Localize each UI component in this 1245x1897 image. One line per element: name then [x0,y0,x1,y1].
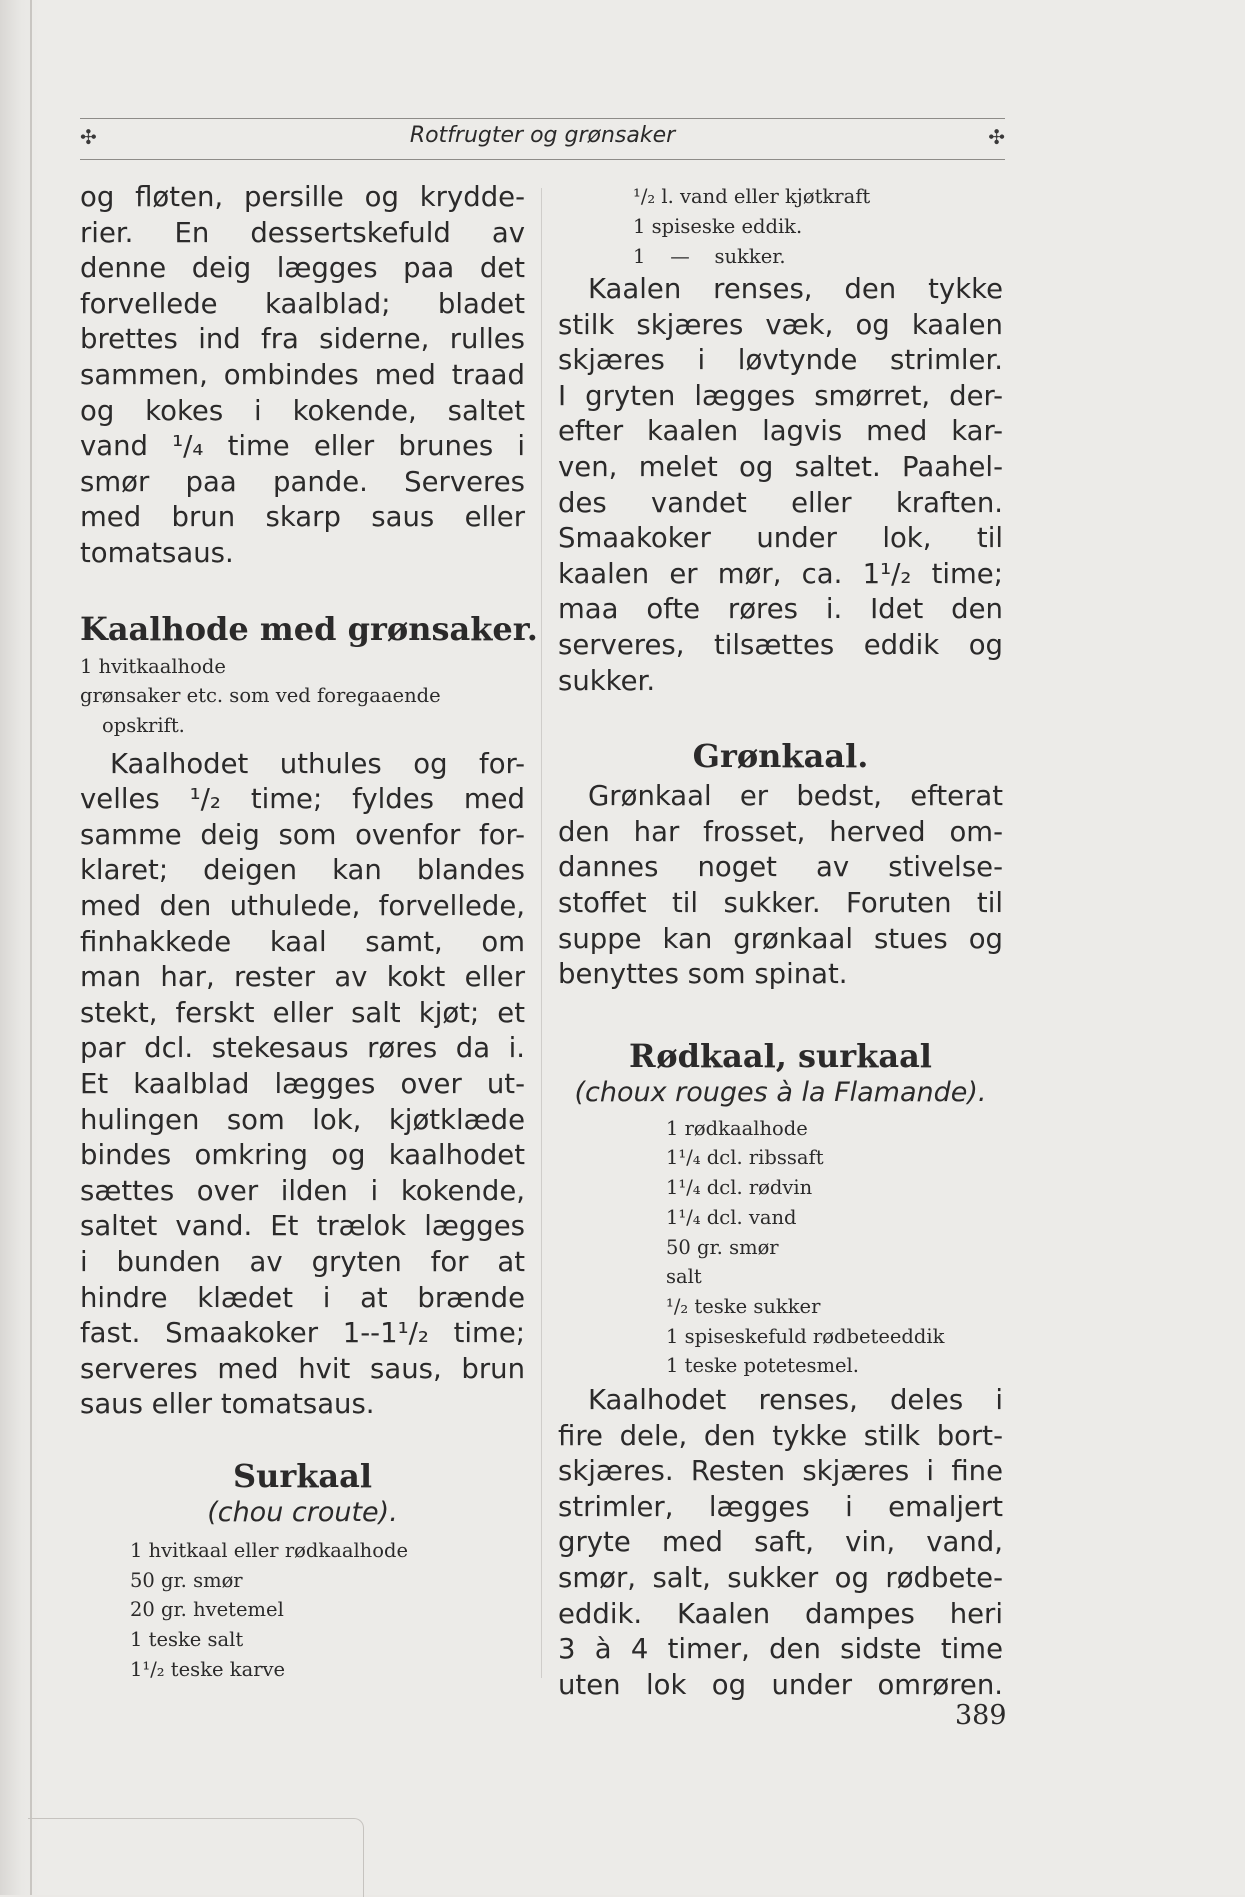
recipe-heading-gronkaal: Grønkaal. [692,737,869,776]
text-line: finhakkede kaal samt, om [80,925,525,958]
text-line: klaret; deigen kan blandes [80,854,525,887]
ingredient-item: grønsaker etc. som ved foregaaende [80,684,441,708]
ingredient-item: 1¹/₂ teske karve [130,1657,286,1681]
ingredient-item: 1 rødkaalhode [666,1116,808,1140]
text-line: den har frosset, herved om- [558,815,1003,848]
binding-mark [28,1818,364,1897]
text-line: serveres med hvit saus, brun [80,1352,525,1385]
text-line: vand ¹/₄ time eller brunes i [80,430,525,463]
ingredient-item: 20 gr. hvetemel [130,1598,284,1622]
text-line: Kaalhodet renses, deles i [588,1384,1003,1417]
text-line: smør, salt, sukker og rødbete- [558,1561,1003,1594]
ingredient-item: 1¹/₄ dcl. rødvin [666,1176,813,1200]
ornament-right-icon: ✣ [988,125,1005,149]
text-line: bindes omkring og kaalhodet [80,1139,525,1172]
text-line: stoffet til sukker. Foruten til [558,886,1003,919]
text-line: I gryten lægges smørret, der- [558,379,1003,412]
ingredient-list-surkaal-cont [558,182,1003,272]
ingredient-item: salt [666,1265,702,1289]
text-line: hulingen som lok, kjøtklæde [80,1103,525,1136]
ingredient-item: ¹/₂ teske sukker [666,1294,821,1318]
ingredient-item: 50 gr. smør [130,1568,243,1592]
text-line: benyttes som spinat. [558,958,848,991]
text-line: med den uthulede, forvellede, [80,890,525,923]
ingredient-item: 1 teske salt [130,1628,244,1652]
text-line: maa ofte røres i. Idet den [558,593,1003,626]
recipe-heading-kaalhode: Kaalhode med grønsaker. [80,609,538,648]
text-line: sammen, ombindes med traad [80,358,525,391]
ingredient-item: 1 spiseske eddik. [633,215,803,238]
text-line: med brun skarp saus eller [80,501,525,534]
text-line: skjæres. Resten skjæres i fine [558,1455,1003,1488]
ingredient-item: 50 gr. smør [666,1235,779,1259]
column-divider [541,188,542,1678]
text-line: dannes noget av stivelse- [558,851,1003,884]
text-line: suppe kan grønkaal stues og [558,922,1003,955]
text-line: stekt, ferskt eller salt kjøt; et [80,996,525,1029]
text-line: uten lok og under omrøren. [558,1668,1003,1701]
text-line: fire dele, den tykke stilk bort- [558,1419,1003,1452]
text-line: par dcl. stekesaus røres da i. [80,1032,525,1065]
text-line: Grønkaal er bedst, efterat [588,780,1003,813]
ingredient-list-surkaal [80,1536,525,1685]
ingredient-item: 1¹/₄ dcl. vand [666,1205,797,1229]
text-line: saltet vand. Et trælok lægges [80,1210,525,1243]
recipe-subhead-surkaal: (chou croute). [207,1496,398,1528]
surkaal-paragraph [558,272,1003,699]
text-line: des vandet eller kraften. [558,486,1003,519]
recipe-heading-surkaal: Surkaal [232,1456,373,1495]
ingredient-item: 1 hvitkaal eller rødkaalhode [130,1538,408,1562]
right-column [558,182,1003,1703]
text-line: fast. Smaakoker 1--1¹/₂ time; [80,1317,525,1350]
recipe-heading-rodkaal: Rødkaal, surkaal [629,1036,932,1075]
text-line: kaalen er mør, ca. 1¹/₂ time; [558,557,1003,590]
recipe-subhead-rodkaal: (choux rouges à la Flamande). [574,1076,987,1108]
text-line: serveres, tilsættes eddik og [558,628,1003,661]
ingredient-list-kaalhode [80,652,525,741]
text-line: smør paa pande. Serveres [80,465,525,498]
text-line: sættes over ilden i kokende, [80,1174,525,1207]
text-line: hindre klædet i at brænde [80,1281,525,1314]
running-header [80,118,1005,160]
text-line: eddik. Kaalen dampes heri [558,1597,1003,1630]
ingredient-item: 1 spiseskefuld rødbeteeddik [666,1324,945,1348]
text-line: og fløten, persille og krydde- [80,181,525,213]
text-line: man har, rester av kokt eller [80,961,525,994]
text-line: Kaalen renses, den tykke [588,273,1003,305]
ingredient-item: 1 hvitkaalhode [80,654,226,678]
text-line: tomatsaus. [80,536,234,569]
text-line: Kaalhodet uthules og for- [110,747,525,780]
page-spine-shadow [30,0,32,1895]
text-line: denne deig lægges paa det [80,252,525,285]
text-line: samme deig som ovenfor for- [80,818,525,851]
text-line: i bunden av gryten for at [80,1245,525,1278]
gronkaal-paragraph [558,779,1003,993]
text-line: og kokes i kokende, saltet [80,394,525,427]
text-line: rier. En dessertskefuld av [80,216,525,249]
ingredient-item: 1 — sukker. [633,245,786,268]
left-column [80,180,538,1684]
text-line: sukker. [558,664,656,697]
text-line: 3 à 4 timer, den sidste time [558,1633,1003,1666]
text-line: strimler, lægges i emaljert [558,1490,1003,1523]
ingredient-item: 1 teske potetesmel. [666,1354,859,1378]
rodkaal-paragraph [558,1383,1003,1703]
ingredient-item: opskrift. [102,713,185,737]
text-line: brettes ind fra siderne, rulles [80,323,525,356]
page-number: 389 [955,1700,1007,1731]
running-header-title: Rotfrugter og grønsaker [409,123,676,148]
ingredient-list-rodkaal [558,1114,1003,1381]
text-line: ven, melet og saltet. Paahel- [558,450,1003,483]
intro-paragraph [80,180,525,572]
ingredient-item: 1¹/₄ dcl. ribssaft [666,1146,824,1170]
ingredient-item: ¹/₂ l. vand eller kjøtkraft [633,185,871,208]
text-line: velles ¹/₂ time; fyldes med [80,783,525,816]
text-line: Smaakoker under lok, til [558,522,1003,555]
text-line: skjæres i løvtynde strimler. [558,344,1003,377]
text-line: efter kaalen lagvis med kar- [558,415,1003,448]
text-line: stilk skjæres væk, og kaalen [558,308,1003,341]
kaalhode-paragraph [80,747,525,1423]
ornament-left-icon: ✣ [80,125,97,149]
text-line: gryte med saft, vin, vand, [558,1526,1003,1559]
text-line: forvellede kaalblad; bladet [80,287,525,320]
text-line: Et kaalblad lægges over ut- [80,1067,525,1100]
text-line: saus eller tomatsaus. [80,1388,375,1421]
